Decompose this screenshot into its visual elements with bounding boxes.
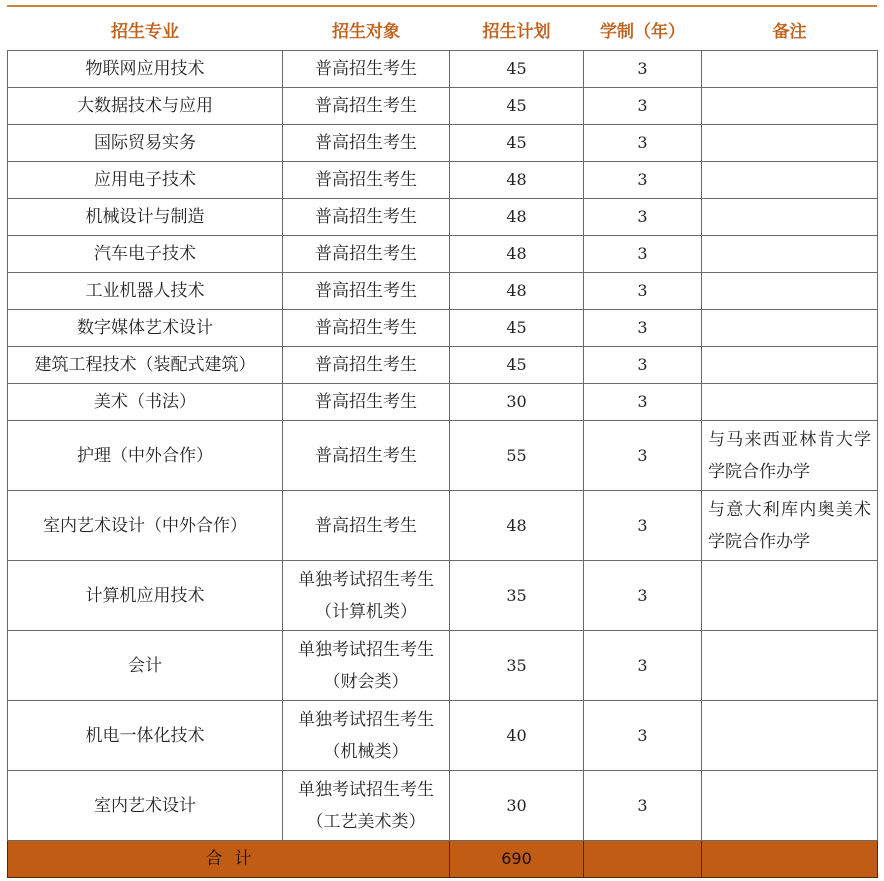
total-row <box>8 841 878 878</box>
cell-note <box>702 199 878 236</box>
cell-years: 3 <box>584 631 702 701</box>
header-years: 学制（年） <box>600 21 685 42</box>
cell-major: 物联网应用技术 <box>8 51 283 88</box>
cell-target <box>283 125 450 162</box>
target-line: 普高招生考生 <box>315 133 417 153</box>
header-target: 招生对象 <box>332 21 400 42</box>
target-line: 普高招生考生 <box>315 318 417 338</box>
cell-major: 会计 <box>8 631 283 701</box>
cell-note <box>702 384 878 421</box>
cell-years: 3 <box>584 347 702 384</box>
cell-major: 室内艺术设计（中外合作） <box>8 491 283 561</box>
table-row <box>8 491 878 561</box>
top-rule <box>7 5 877 7</box>
target-line: 单独考试招生考生 <box>298 639 434 660</box>
target-category: （财会类） <box>323 671 409 692</box>
cell-target <box>283 701 450 771</box>
cell-major: 应用电子技术 <box>8 162 283 199</box>
cell-major: 机械设计与制造 <box>8 199 283 236</box>
target-line: 单独考试招生考生 <box>298 569 434 590</box>
cell-years: 3 <box>584 384 702 421</box>
cell-plan: 48 <box>450 491 584 561</box>
cell-major: 数字媒体艺术设计 <box>8 310 283 347</box>
target-line: 普高招生考生 <box>315 244 417 264</box>
cell-major: 美术（书法） <box>8 384 283 421</box>
cell-target <box>283 88 450 125</box>
cell-plan: 45 <box>450 310 584 347</box>
target-line: 普高招生考生 <box>315 207 417 227</box>
table-row <box>8 273 878 310</box>
cell-plan: 30 <box>450 771 584 841</box>
table-body <box>8 51 878 878</box>
cell-major: 国际贸易实务 <box>8 125 283 162</box>
table-row <box>8 51 878 88</box>
cell-note: 与意大利库内奥美术学院合作办学 <box>702 491 878 561</box>
cell-years: 3 <box>584 273 702 310</box>
cell-plan: 30 <box>450 384 584 421</box>
cell-major: 计算机应用技术 <box>8 561 283 631</box>
cell-major: 机电一体化技术 <box>8 701 283 771</box>
target-line: 普高招生考生 <box>315 392 417 412</box>
total-empty-years <box>584 841 702 878</box>
cell-years: 3 <box>584 162 702 199</box>
total-empty-notes <box>702 841 878 878</box>
table-row <box>8 310 878 347</box>
table-row <box>8 347 878 384</box>
cell-target <box>283 199 450 236</box>
cell-note <box>702 51 878 88</box>
cell-plan: 48 <box>450 236 584 273</box>
total-label: 合计 <box>8 841 450 878</box>
cell-target <box>283 273 450 310</box>
target-line: 普高招生考生 <box>315 96 417 116</box>
cell-note <box>702 561 878 631</box>
target-line: 单独考试招生考生 <box>298 709 434 730</box>
target-line: 普高招生考生 <box>315 281 417 301</box>
cell-target <box>283 347 450 384</box>
cell-plan: 48 <box>450 273 584 310</box>
cell-note <box>702 273 878 310</box>
cell-target <box>283 162 450 199</box>
cell-years: 3 <box>584 421 702 491</box>
header-major: 招生专业 <box>111 21 179 42</box>
table-row <box>8 561 878 631</box>
cell-plan: 45 <box>450 125 584 162</box>
table-row <box>8 236 878 273</box>
cell-major: 大数据技术与应用 <box>8 88 283 125</box>
table-row <box>8 701 878 771</box>
admissions-table <box>7 8 878 878</box>
table-row <box>8 199 878 236</box>
cell-plan: 48 <box>450 162 584 199</box>
cell-plan: 35 <box>450 631 584 701</box>
table-row <box>8 631 878 701</box>
cell-target <box>283 310 450 347</box>
cell-note: 与马来西亚林肯大学学院合作办学 <box>702 421 878 491</box>
cell-years: 3 <box>584 561 702 631</box>
cell-note <box>702 162 878 199</box>
cell-plan: 48 <box>450 199 584 236</box>
header-plan: 招生计划 <box>482 21 551 42</box>
cell-target <box>283 236 450 273</box>
cell-years: 3 <box>584 491 702 561</box>
cell-note <box>702 125 878 162</box>
cell-years: 3 <box>584 88 702 125</box>
cell-years: 3 <box>584 701 702 771</box>
target-line: 普高招生考生 <box>315 445 417 466</box>
table-row <box>8 162 878 199</box>
cell-plan: 55 <box>450 421 584 491</box>
target-line: 普高招生考生 <box>315 515 417 536</box>
cell-years: 3 <box>584 236 702 273</box>
cell-note <box>702 236 878 273</box>
cell-major: 工业机器人技术 <box>8 273 283 310</box>
cell-years: 3 <box>584 51 702 88</box>
cell-note <box>702 701 878 771</box>
cell-target <box>283 51 450 88</box>
cell-plan: 45 <box>450 88 584 125</box>
target-line: 普高招生考生 <box>315 355 417 375</box>
target-category: （工艺美术类） <box>306 811 426 832</box>
table-row <box>8 88 878 125</box>
target-line: 单独考试招生考生 <box>298 779 434 800</box>
cell-target <box>283 384 450 421</box>
target-category: （机械类） <box>323 741 409 762</box>
cell-major: 室内艺术设计 <box>8 771 283 841</box>
cell-plan: 45 <box>450 347 584 384</box>
cell-note <box>702 310 878 347</box>
cell-note <box>702 631 878 701</box>
cell-target <box>283 491 450 561</box>
cell-major: 建筑工程技术（装配式建筑） <box>8 347 283 384</box>
target-line: 普高招生考生 <box>315 59 417 79</box>
cell-note <box>702 88 878 125</box>
table-row <box>8 771 878 841</box>
total-plan: 690 <box>450 841 584 878</box>
cell-target <box>283 771 450 841</box>
cell-note <box>702 347 878 384</box>
header-notes: 备注 <box>772 21 807 42</box>
cell-major: 护理（中外合作） <box>8 421 283 491</box>
cell-years: 3 <box>584 125 702 162</box>
cell-note <box>702 771 878 841</box>
table-row <box>8 125 878 162</box>
cell-years: 3 <box>584 771 702 841</box>
cell-major: 汽车电子技术 <box>8 236 283 273</box>
table-row <box>8 384 878 421</box>
cell-years: 3 <box>584 310 702 347</box>
cell-plan: 45 <box>450 51 584 88</box>
target-line: 普高招生考生 <box>315 170 417 190</box>
cell-target <box>283 631 450 701</box>
cell-plan: 40 <box>450 701 584 771</box>
cell-target <box>283 561 450 631</box>
cell-plan: 35 <box>450 561 584 631</box>
target-category: （计算机类） <box>315 601 417 622</box>
cell-years: 3 <box>584 199 702 236</box>
table-header-row <box>8 8 878 51</box>
cell-target <box>283 421 450 491</box>
table-row <box>8 421 878 491</box>
